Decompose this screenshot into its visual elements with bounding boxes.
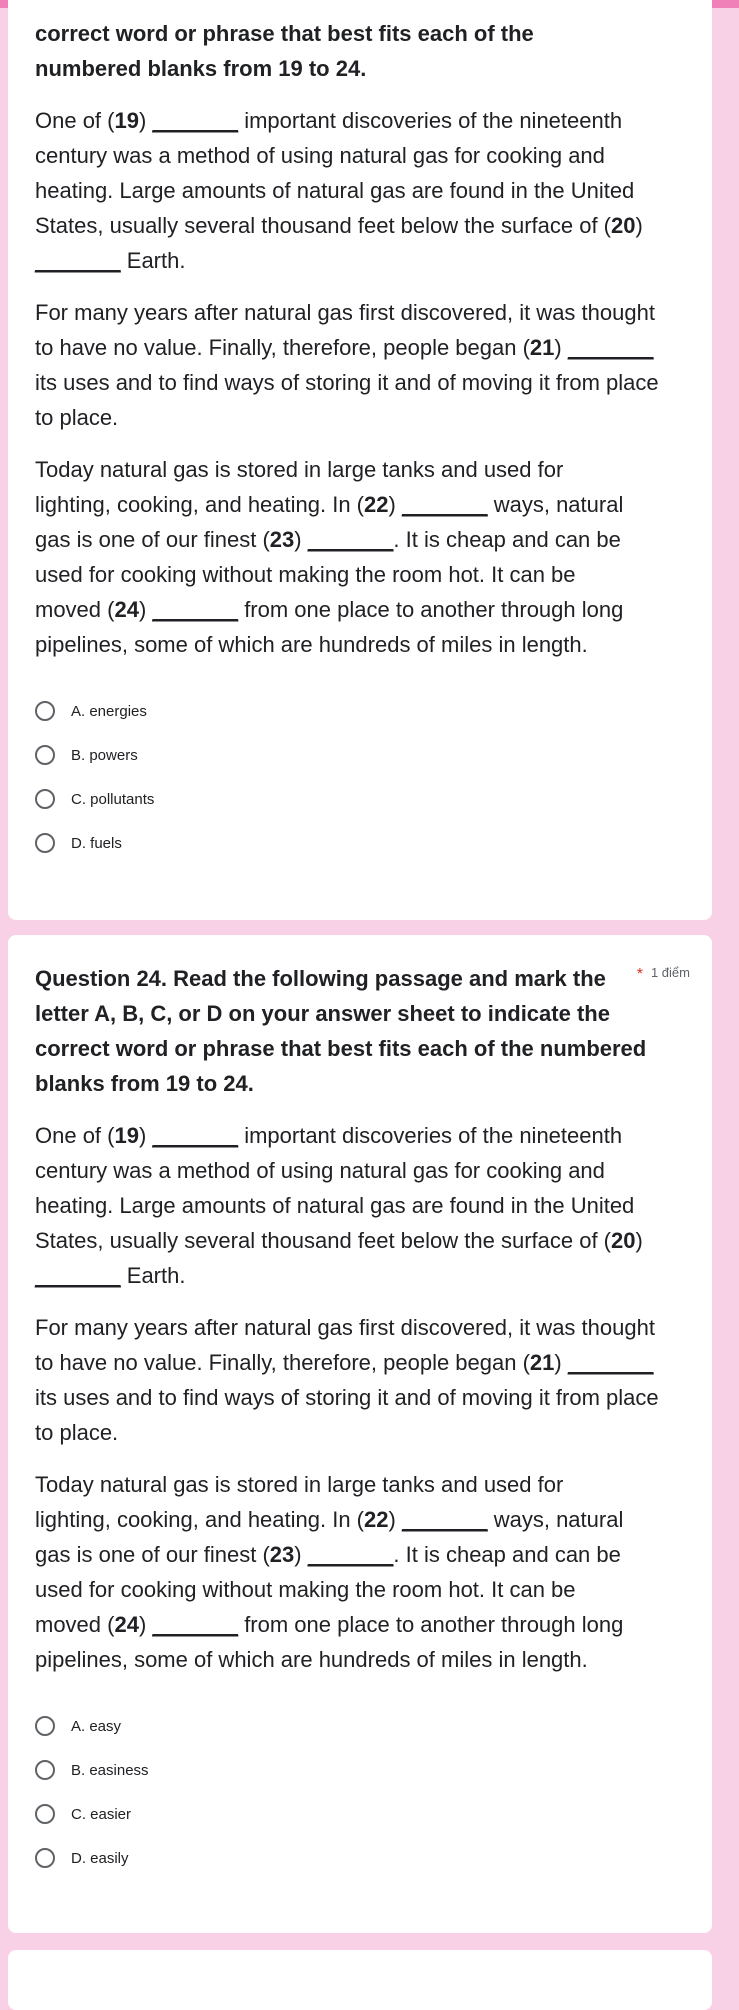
option-c[interactable] [35,777,685,821]
option-c[interactable] [35,1792,685,1836]
blank-20: _______ [35,248,121,273]
option-label: D. fuels [71,834,122,852]
option-label: A. easy [71,1717,122,1735]
radio-button[interactable] [35,701,55,721]
blank-21: _______ [567,1350,654,1375]
passage-paragraph-1: One of (19) _______ important discoveries of the nineteenth century was a method of using natural gas for cooking and heating. Large amounts of natural gas are found in the United States, usually several thousand feet below the surface of (20) _______ Earth. [35,108,643,273]
option-label: C. easier [71,1805,132,1823]
option-label: B. easiness [71,1761,149,1779]
option-label: C. pollutants [71,790,155,808]
blank-23: _______ [307,527,394,552]
blank-20: _______ [35,1263,121,1288]
option-b[interactable] [35,733,685,777]
radio-button[interactable] [35,1716,55,1736]
passage-paragraph-1: One of (19) _______ important discoveries of the nineteenth century was a method of using natural gas for cooking and heating. Large amounts of natural gas are found in the United States, usually several thousand feet below the surface of (20) _______ Earth. [35,1123,643,1288]
passage-paragraph-3: Today natural gas is stored in large tanks and used for lighting, cooking, and heating. In (22) _______ ways, natural gas is one of our finest (23) _______. It is cheap and can be used for cooking without making the room hot. It can be moved (24) _______ from one place to another through long pipelines, some of which are hundreds of miles in length. [35,457,624,657]
blank-19: _______ [152,1123,239,1148]
passage-paragraph-2: For many years after natural gas first discovered, it was thought to have no value. Finally, therefore, people began (21) _______ its uses and to find ways of storing it and of moving it from place to place. [35,300,659,430]
option-a[interactable] [35,689,685,733]
option-a[interactable] [35,1704,685,1748]
passage-paragraph-2: For many years after natural gas first discovered, it was thought to have no value. Finally, therefore, people began (21) _______ its uses and to find ways of storing it and of moving it from place to place. [35,1315,659,1445]
radio-button[interactable] [35,1760,55,1780]
blank-19: _______ [152,108,239,133]
radio-button[interactable] [35,833,55,853]
option-label: A. energies [71,702,147,720]
answer-options [35,1704,685,1880]
blank-24: _______ [152,597,239,622]
radio-button[interactable] [35,789,55,809]
blank-24: _______ [152,1612,239,1637]
question-title: correct word or phrase that best fits each of the numbered blanks from 19 to 24. [35,21,534,81]
radio-button[interactable] [35,745,55,765]
radio-button[interactable] [35,1804,55,1824]
radio-button[interactable] [35,1848,55,1868]
question-title: Question 24. Read the following passage and mark the letter A, B, C, or D on your answer sheet to indicate the correct word or phrase that best fits each of the numbered blanks from 19 to 24. [35,966,647,1096]
option-d[interactable] [35,1836,685,1880]
passage-paragraph-3: Today natural gas is stored in large tanks and used for lighting, cooking, and heating. In (22) _______ ways, natural gas is one of our finest (23) _______. It is cheap and can be used for cooking without making the room hot. It can be moved (24) _______ from one place to another through long pipelines, some of which are hundreds of miles in length. [35,1472,624,1672]
option-label: B. powers [71,746,138,764]
option-d[interactable] [35,821,685,865]
blank-22: _______ [401,1507,488,1532]
option-label: D. easily [71,1849,129,1867]
answer-options [35,689,685,865]
blank-21: _______ [567,335,654,360]
option-b[interactable] [35,1748,685,1792]
question-card-23 [8,0,712,920]
blank-22: _______ [401,492,488,517]
question-card-24 [8,935,712,1933]
next-question-card [8,1950,712,2010]
blank-23: _______ [307,1542,394,1567]
points-indicator: * 1 điểm [636,965,690,983]
required-asterisk: * [636,966,643,983]
